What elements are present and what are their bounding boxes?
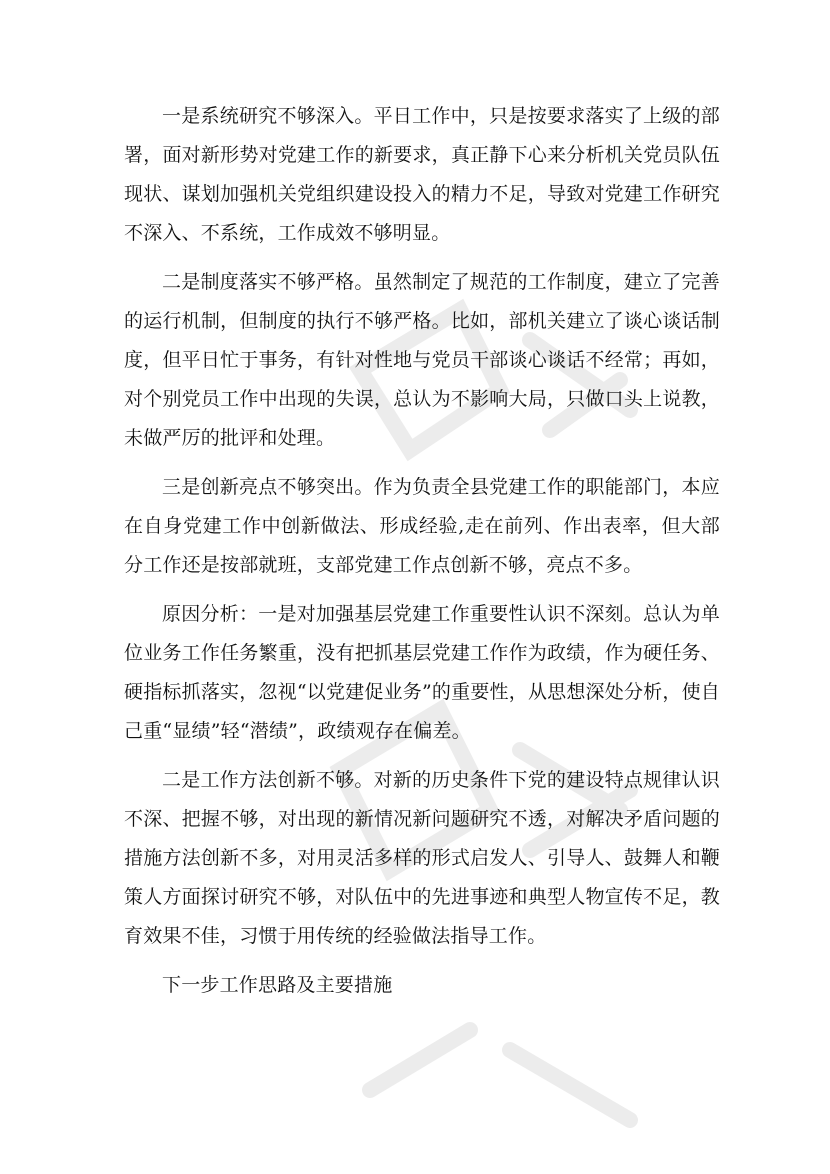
- paragraph-systematic-research: 一是系统研究不够深入。平日工作中，只是按要求落实了上级的部署，面对新形势对党建工作的新要求，真正静下心来分析机关党员队伍现状、谋划加强机关党组织建设投入的精力不足，导致对党建工作研究不深入、不系统，工作成效不够明显。: [124, 105, 720, 244]
- paragraph-innovation-highlights: 三是创新亮点不够突出。作为负责全县党建工作的职能部门，本应在自身党建工作中创新做法、形成经验,走在前列、作出表率，但大部分工作还是按部就班，支部党建工作点创新不够，亮点不多。: [124, 476, 720, 576]
- paragraph-cause-analysis: 原因分析：一是对加强基层党建工作重要性认识不深刻。总认为单位业务工作任务繁重，没有把抓基层党建工作作为政绩，作为硬任务、硬指标抓落实，忽视“以党建促业务”的重要性，从思想深处分析，使自己重“显绩”轻“潜绩”，政绩观存在偏差。: [124, 603, 720, 742]
- paragraph-system-implementation: 二是制度落实不够严格。虽然制定了规范的工作制度，建立了完善的运行机制，但制度的执行不够严格。比如，部机关建立了谈心谈话制度，但平日忙于事务，有针对性地与党员干部谈心谈话不经常；再如，对个别党员工作中出现的失误，总认为不影响大局，只做口头上说教，未做严厉的批评和处理。: [124, 271, 720, 449]
- document-body: [124, 97, 720, 1015]
- paragraph-next-steps-heading: 下一步工作思路及主要措施: [162, 974, 393, 996]
- paragraph-work-methods: 二是工作方法创新不够。对新的历史条件下党的建设特点规律认识不深、把握不够，对出现的新情况新问题研究不透，对解决矛盾问题的措施方法创新不多，对用灵活多样的形式启发人、引导人、鼓舞人和鞭策人方面探讨研究不够，对队伍中的先进事迹和典型人物宣传不足，教育效果不佳，习惯于用传统的经验做法指导工作。: [124, 769, 720, 947]
